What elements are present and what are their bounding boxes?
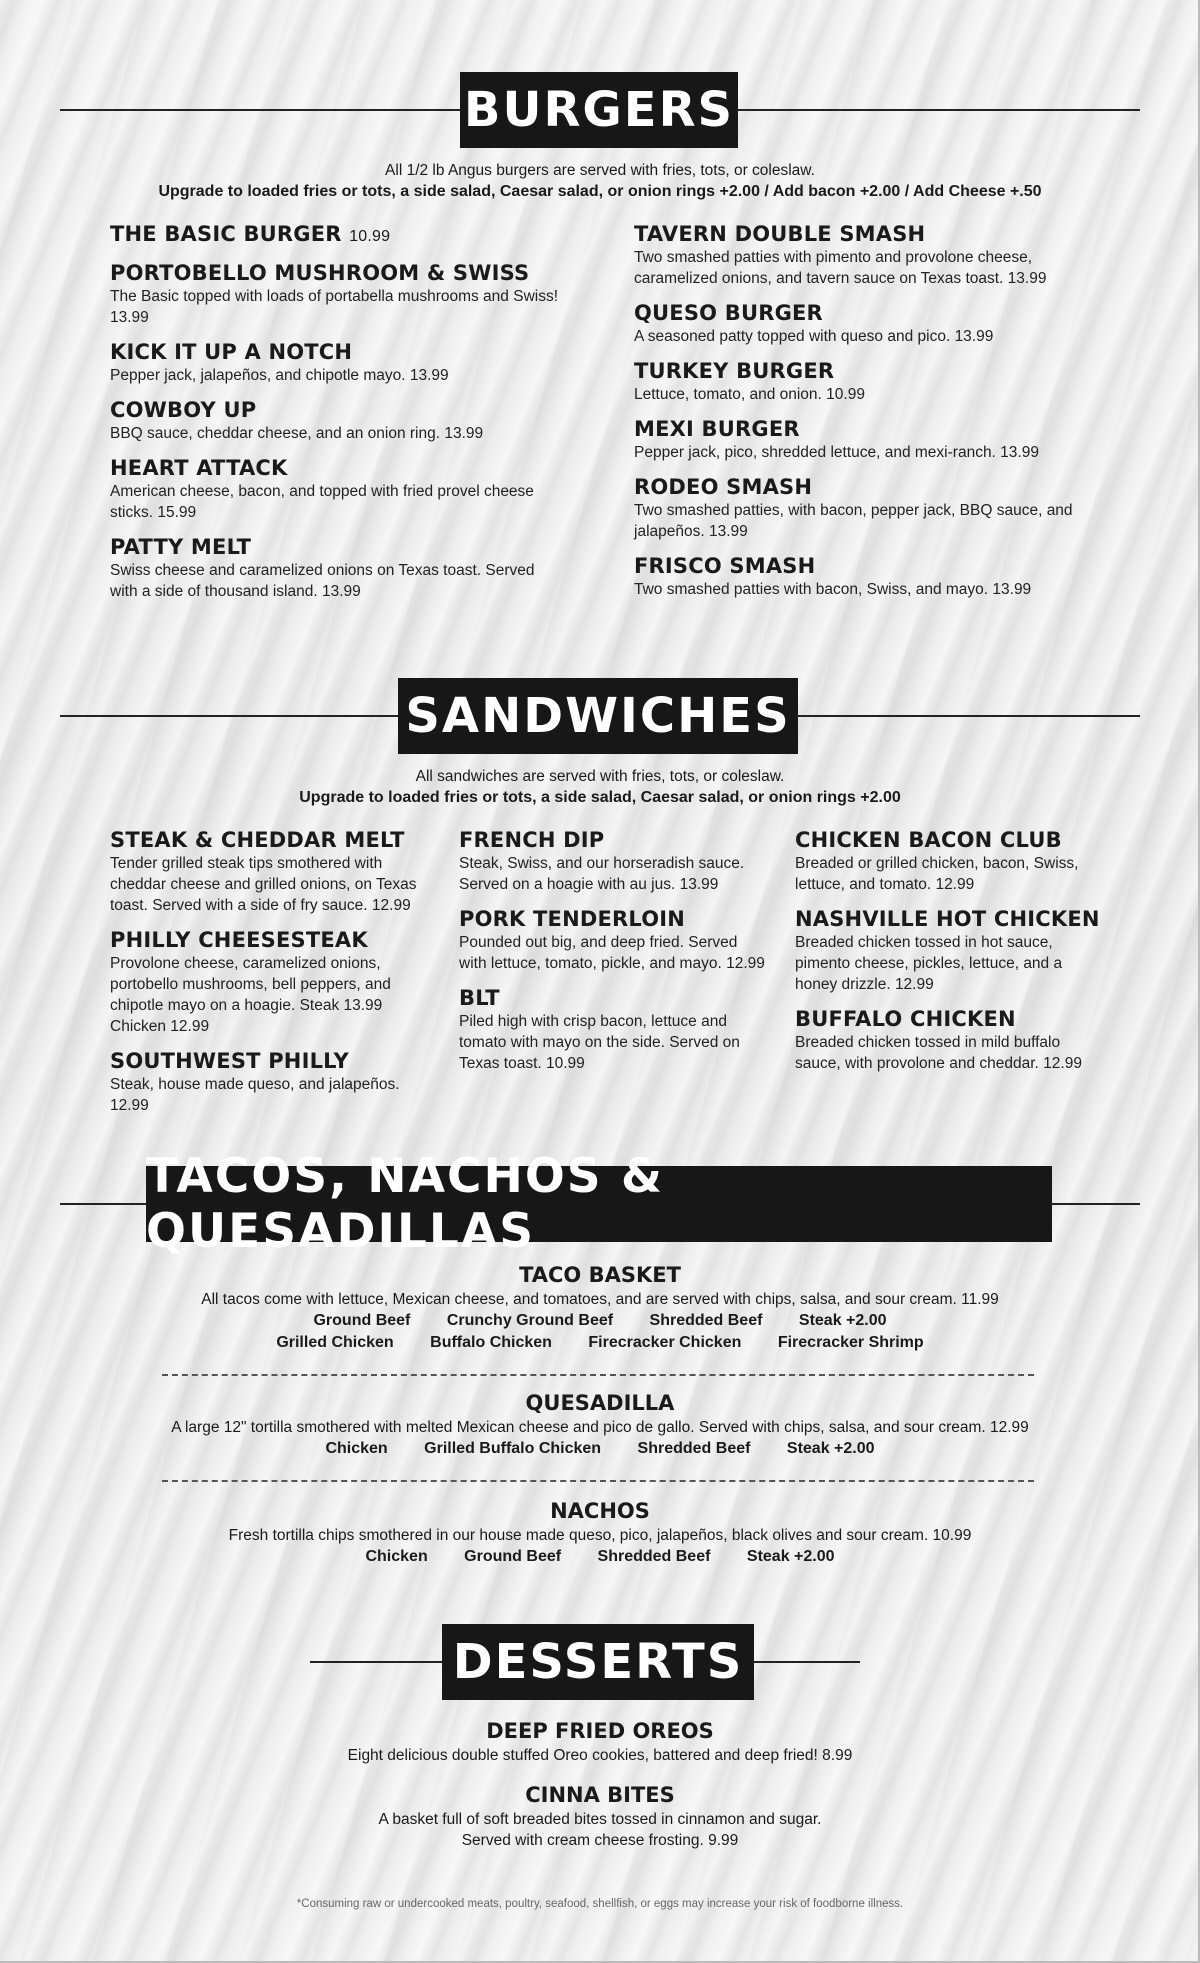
taco-option: Firecracker Shrimp: [777, 1334, 924, 1351]
quesadilla-title: QUESADILLA: [525, 1391, 675, 1415]
sandwiches-intro: [0, 766, 1200, 808]
menu-item: [634, 417, 1074, 463]
sandwiches-column-1: [110, 828, 430, 1128]
menu-item-name: [110, 535, 560, 560]
sandwiches-column-3: [795, 828, 1105, 1086]
nachos-option: Chicken: [365, 1548, 428, 1565]
menu-item: [795, 1007, 1105, 1074]
deep-fried-oreos-item: [0, 1718, 1200, 1766]
menu-item: [110, 828, 430, 916]
menu-item-description: Pounded out big, and deep fried. Served with lettuce, tomato, pickle, and mayo. 12.99: [459, 934, 765, 972]
sandwiches-header: [0, 678, 1200, 754]
menu-item-description: Breaded chicken tossed in mild buffalo sauce, with provolone and cheddar. 12.99: [795, 1034, 1082, 1072]
cinna-desc-line-2: Served with cream cheese frosting. 9.99: [461, 1832, 739, 1849]
desserts-header: [0, 1624, 1200, 1700]
menu-item-title: PORK TENDERLOIN: [459, 907, 686, 931]
taco-option: Shredded Beef: [649, 1312, 763, 1329]
menu-item-title: PATTY MELT: [110, 535, 252, 559]
nachos-option: Shredded Beef: [597, 1548, 711, 1565]
nachos-options: [0, 1546, 1200, 1568]
menu-item-description: Two smashed patties with pimento and provolone cheese, caramelized onions, and tavern sauce on Texas toast. 13.99: [634, 249, 1047, 287]
menu-item-name: [459, 828, 769, 853]
divider-line: [736, 109, 1140, 111]
taco-option: Crunchy Ground Beef: [446, 1312, 614, 1329]
cinna-title: CINNA BITES: [525, 1783, 675, 1807]
menu-item-title: KICK IT UP A NOTCH: [110, 340, 353, 364]
menu-item-name: [634, 222, 1074, 247]
menu-item-title: PORTOBELLO MUSHROOM & SWISS: [110, 261, 530, 285]
menu-item-name: [634, 417, 1074, 442]
menu-item-name: [110, 456, 560, 481]
cinna-bites-item: [0, 1782, 1200, 1851]
menu-item-name: [459, 986, 769, 1011]
menu-item-description: Pepper jack, pico, shredded lettuce, and mexi-ranch. 13.99: [634, 444, 1039, 461]
menu-item: [634, 359, 1074, 405]
burgers-intro: [0, 160, 1200, 202]
menu-item-title: HEART ATTACK: [110, 456, 288, 480]
menu-item: [459, 986, 769, 1074]
menu-item: [110, 456, 560, 523]
nachos-title: NACHOS: [550, 1499, 650, 1523]
nachos-item: [0, 1498, 1200, 1568]
menu-item-title: FRENCH DIP: [459, 828, 605, 852]
footnote: *Consuming raw or undercooked meats, poultry, seafood, shellfish, or eggs may increase your risk of foodborne illness.: [296, 1898, 904, 1910]
taco-option: Steak +2.00: [798, 1312, 887, 1329]
quesadilla-option: Steak +2.00: [786, 1440, 875, 1457]
menu-item-description: BBQ sauce, cheddar cheese, and an onion ring. 13.99: [110, 425, 484, 442]
menu-item-title: RODEO SMASH: [634, 475, 813, 499]
taco-option: Grilled Chicken: [276, 1334, 394, 1351]
menu-item-title: MEXI BURGER: [634, 417, 800, 441]
sandwiches-column-2: [459, 828, 769, 1086]
menu-item-description: Two smashed patties, with bacon, pepper jack, BBQ sauce, and jalapeños. 13.99: [634, 502, 1073, 540]
taco-option: Ground Beef: [313, 1312, 411, 1329]
menu-item-name: [634, 359, 1074, 384]
menu-item: [634, 301, 1074, 347]
nachos-desc: Fresh tortilla chips smothered in our house made queso, pico, jalapeños, black olives and sour cream. 10.99: [228, 1527, 972, 1544]
menu-item-name: [795, 1007, 1105, 1032]
taco-basket-desc: All tacos come with lettuce, Mexican cheese, and tomatoes, and are served with chips, salsa, and sour cream. 11.99: [201, 1291, 999, 1308]
menu-item-title: TURKEY BURGER: [634, 359, 835, 383]
quesadilla-option: Shredded Beef: [637, 1440, 751, 1457]
desserts-title: DESSERTS: [442, 1624, 754, 1700]
menu-item: [110, 222, 560, 249]
menu-item: [110, 398, 560, 444]
sandwiches-title: SANDWICHES: [398, 678, 798, 754]
divider-line: [60, 109, 462, 111]
menu-item-description: Tender grilled steak tips smothered with cheddar cheese and grilled onions, on Texas toast. Served with a side of fry sauce. 12.99: [110, 855, 417, 914]
dashed-divider: [162, 1480, 1034, 1482]
menu-item-name: [795, 907, 1105, 932]
menu-item-description: A seasoned patty topped with queso and pico. 13.99: [634, 328, 994, 345]
menu-item-description: Breaded or grilled chicken, bacon, Swiss, lettuce, and tomato. 12.99: [795, 855, 1079, 893]
menu-item-title: BUFFALO CHICKEN: [795, 1007, 1016, 1031]
taco-option: Firecracker Chicken: [588, 1334, 742, 1351]
menu-item-name: [110, 1049, 430, 1074]
menu-item-title: STEAK & CHEDDAR MELT: [110, 828, 405, 852]
menu-item-name: [110, 828, 430, 853]
burgers-left-column: [110, 222, 560, 614]
taco-option: Buffalo Chicken: [430, 1334, 552, 1351]
menu-item-title: SOUTHWEST PHILLY: [110, 1049, 349, 1073]
quesadilla-option: Chicken: [325, 1440, 388, 1457]
taco-options-row-1: [0, 1310, 1200, 1332]
nachos-option: Ground Beef: [464, 1548, 562, 1565]
menu-item: [634, 554, 1074, 600]
burgers-right-column: [634, 222, 1074, 612]
menu-item-name: [634, 301, 1074, 326]
menu-item-description: Pepper jack, jalapeños, and chipotle mayo. 13.99: [110, 367, 449, 384]
menu-item-title: FRISCO SMASH: [634, 554, 816, 578]
cinna-desc-line-1: A basket full of soft breaded bites tossed in cinnamon and sugar.: [378, 1811, 822, 1828]
menu-item-description: Two smashed patties with bacon, Swiss, and mayo. 13.99: [634, 581, 1032, 598]
menu-item: [795, 907, 1105, 995]
menu-item-description: Breaded chicken tossed in hot sauce, pimento cheese, pickles, lettuce, and a honey drizzle. 12.99: [795, 934, 1063, 993]
menu-item-title: PHILLY CHEESESTEAK: [110, 928, 368, 952]
divider-line: [752, 1661, 860, 1663]
menu-item-title: CHICKEN BACON CLUB: [795, 828, 1062, 852]
quesadilla-options: [0, 1438, 1200, 1460]
quesadilla-option: Grilled Buffalo Chicken: [424, 1440, 602, 1457]
menu-item-description: Steak, house made queso, and jalapeños. 12.99: [110, 1076, 400, 1114]
menu-item: [459, 828, 769, 895]
menu-item-title: BLT: [459, 986, 500, 1010]
divider-line: [796, 715, 1140, 717]
nachos-option: Steak +2.00: [746, 1548, 835, 1565]
menu-item: [634, 475, 1074, 542]
menu-item: [110, 340, 560, 386]
menu-item-price: 10.99: [349, 228, 391, 245]
menu-item-description: Lettuce, tomato, and onion. 10.99: [634, 386, 865, 403]
burgers-header: [0, 72, 1200, 148]
menu-item: [110, 535, 560, 602]
menu-item-name: [110, 340, 560, 365]
menu-item-name: [110, 261, 560, 286]
menu-item-name: [634, 475, 1074, 500]
menu-item-title: COWBOY UP: [110, 398, 257, 422]
dashed-divider: [162, 1374, 1034, 1376]
menu-item: [110, 1049, 430, 1116]
menu-item: [110, 261, 560, 328]
menu-item-name: [795, 828, 1105, 853]
menu-item-description: Steak, Swiss, and our horseradish sauce. Served on a hoagie with au jus. 13.99: [459, 855, 745, 893]
menu-item-name: [634, 554, 1074, 579]
sandwiches-upgrade-text: Upgrade to loaded fries or tots, a side salad, Caesar salad, or onion rings +2.00: [299, 789, 901, 806]
menu-item-description: Piled high with crisp bacon, lettuce and tomato with mayo on the side. Served on Texas toast. 10.99: [459, 1013, 740, 1072]
divider-line: [60, 715, 400, 717]
menu-item-description: Provolone cheese, caramelized onions, portobello mushrooms, bell peppers, and chipotle mayo on a hoagie. Steak 13.99 Chicken 12.99: [110, 955, 391, 1035]
menu-item-title: QUESO BURGER: [634, 301, 823, 325]
menu-item-name: [110, 928, 430, 953]
menu-item: [110, 928, 430, 1037]
menu-item: [795, 828, 1105, 895]
oreos-desc: Eight delicious double stuffed Oreo cookies, battered and deep fried! 8.99: [347, 1747, 853, 1764]
menu-item-description: The Basic topped with loads of portabella mushrooms and Swiss! 13.99: [110, 288, 559, 326]
oreos-title: DEEP FRIED OREOS: [486, 1719, 714, 1743]
menu-item-title: TAVERN DOUBLE SMASH: [634, 222, 926, 246]
tacos-header: [0, 1149, 1200, 1259]
menu-item-title: THE BASIC BURGER: [110, 222, 342, 246]
taco-options-row-2: [0, 1332, 1200, 1354]
tacos-title: TACOS, NACHOS & QUESADILLAS: [146, 1166, 1052, 1242]
taco-basket-item: [0, 1262, 1200, 1354]
burgers-title: BURGERS: [460, 72, 738, 148]
menu-item-title: NASHVILLE HOT CHICKEN: [795, 907, 1100, 931]
quesadilla-item: [0, 1390, 1200, 1460]
menu-item-name: [459, 907, 769, 932]
divider-line: [310, 1661, 444, 1663]
menu-item-description: American cheese, bacon, and topped with fried provel cheese sticks. 15.99: [110, 483, 534, 521]
menu-item-name: [110, 222, 560, 249]
divider-line: [60, 1203, 148, 1205]
menu-item: [634, 222, 1074, 289]
sandwiches-intro-text: All sandwiches are served with fries, tots, or coleslaw.: [415, 768, 785, 785]
burgers-upgrade-text: Upgrade to loaded fries or tots, a side salad, Caesar salad, or onion rings +2.00 / Add bacon +2.00 / Add Cheese +.50: [158, 183, 1042, 200]
taco-basket-title: TACO BASKET: [519, 1263, 681, 1287]
divider-line: [1050, 1203, 1140, 1205]
burgers-intro-text: All 1/2 lb Angus burgers are served with fries, tots, or coleslaw.: [385, 162, 815, 179]
quesadilla-desc: A large 12" tortilla smothered with melted Mexican cheese and pico de gallo. Served with chips, salsa, and sour cream. 12.99: [171, 1419, 1029, 1436]
menu-item-description: Swiss cheese and caramelized onions on Texas toast. Served with a side of thousand island. 13.99: [110, 562, 535, 600]
menu-item: [459, 907, 769, 974]
menu-item-name: [110, 398, 560, 423]
